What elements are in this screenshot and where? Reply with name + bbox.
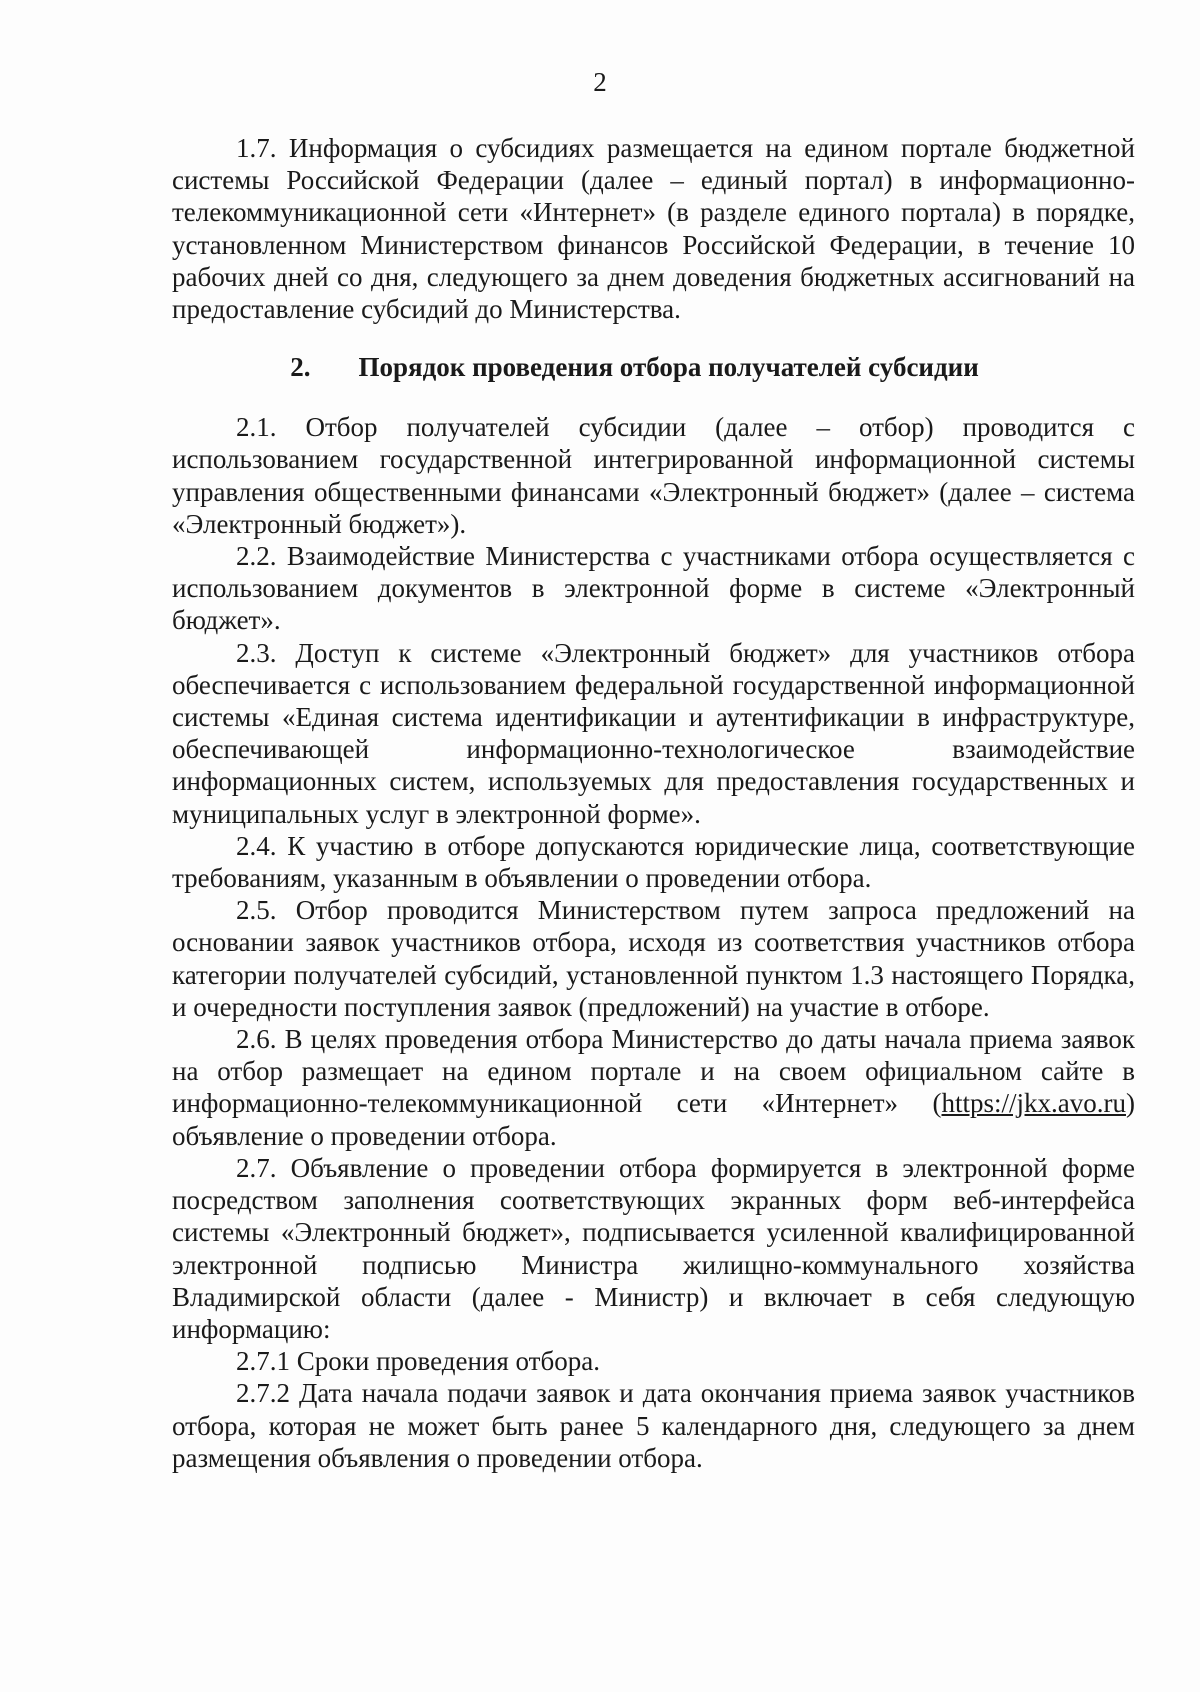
paragraph-2-4: 2.4. К участию в отборе допускаются юридические лица, соответствующие требованиям, указанным в объявлении о проведении отбора. bbox=[172, 830, 1135, 894]
paragraph-1-7: 1.7. Информация о субсидиях размещается на едином портале бюджетной системы Российской Федерации (далее – единый портал) в информационно-телекоммуникационной сети «Интернет» (в разделе единого портала) в порядке, установленном Министерством финансов Российской Федерации, в течение 10 рабочих дней со дня, следующего за днем доведения бюджетных ассигнований на предоставление субсидий до Министерства. bbox=[172, 133, 1135, 325]
paragraph-2-6 bbox=[172, 1023, 1135, 1152]
paragraph-2-6-text: 2.6. В целях проведения отбора Министерство до даты начала приема заявок на отбор размещает на едином портале и на своем официальном сайте в информационно-телекоммуникационной сети «Интернет» ( bbox=[172, 1024, 1135, 1119]
paragraph-2-1: 2.1. Отбор получателей субсидии (далее – отбор) проводится с использованием государственной интегрированной информационной системы управления общественными финансами «Электронный бюджет» (далее – система «Электронный бюджет»). bbox=[172, 412, 1135, 539]
paragraph-2-7-1: 2.7.1 Сроки проведения отбора. bbox=[236, 1346, 600, 1377]
section-number: 2. bbox=[290, 352, 311, 383]
paragraph-2-6-tail: ) объявление о проведении отбора. bbox=[172, 1088, 1135, 1151]
paragraph-2-2: 2.2. Взаимодействие Министерства с участниками отбора осуществляется с использованием документов в электронной форме в системе «Электронный бюджет». bbox=[172, 541, 1135, 636]
paragraph-2-7-2: 2.7.2 Дата начала подачи заявок и дата окончания приема заявок участников отбора, которая не может быть ранее 5 календарного дня, следующего за днем размещения объявления о проведении отбора. bbox=[172, 1378, 1135, 1473]
page-number: 2 bbox=[593, 67, 607, 97]
document-body bbox=[172, 132, 1135, 1474]
paragraph-2-3: 2.3. Доступ к системе «Электронный бюджет» для участников отбора обеспечивается с использованием федеральной государственной информационной системы «Единая система идентификации и аутентификации в инфраструктуре, обеспечивающей информационно-технологическое взаимодействие информационных систем, используемых для предоставления государственных и муниципальных услуг в электронной форме». bbox=[172, 637, 1135, 829]
website-link[interactable]: https://jkx.avo.ru bbox=[941, 1088, 1126, 1119]
section-title: Порядок проведения отбора получателей субсидии bbox=[358, 352, 979, 383]
section-heading bbox=[172, 351, 1135, 383]
paragraph-2-5: 2.5. Отбор проводится Министерством путем запроса предложений на основании заявок участников отбора, исходя из соответствия участников отбора категории получателей субсидий, установленной пунктом 1.3 настоящего Порядка, и очередности поступления заявок (предложений) на участие в отборе. bbox=[172, 895, 1135, 1022]
paragraph-2-7: 2.7. Объявление о проведении отбора формируется в электронной форме посредством заполнения соответствующих экранных форм веб-интерфейса системы «Электронный бюджет», подписывается усиленной квалифицированной электронной подписью Министра жилищно-коммунального хозяйства Владимирской области (далее - Министр) и включает в себя следующую информацию: bbox=[172, 1152, 1135, 1344]
